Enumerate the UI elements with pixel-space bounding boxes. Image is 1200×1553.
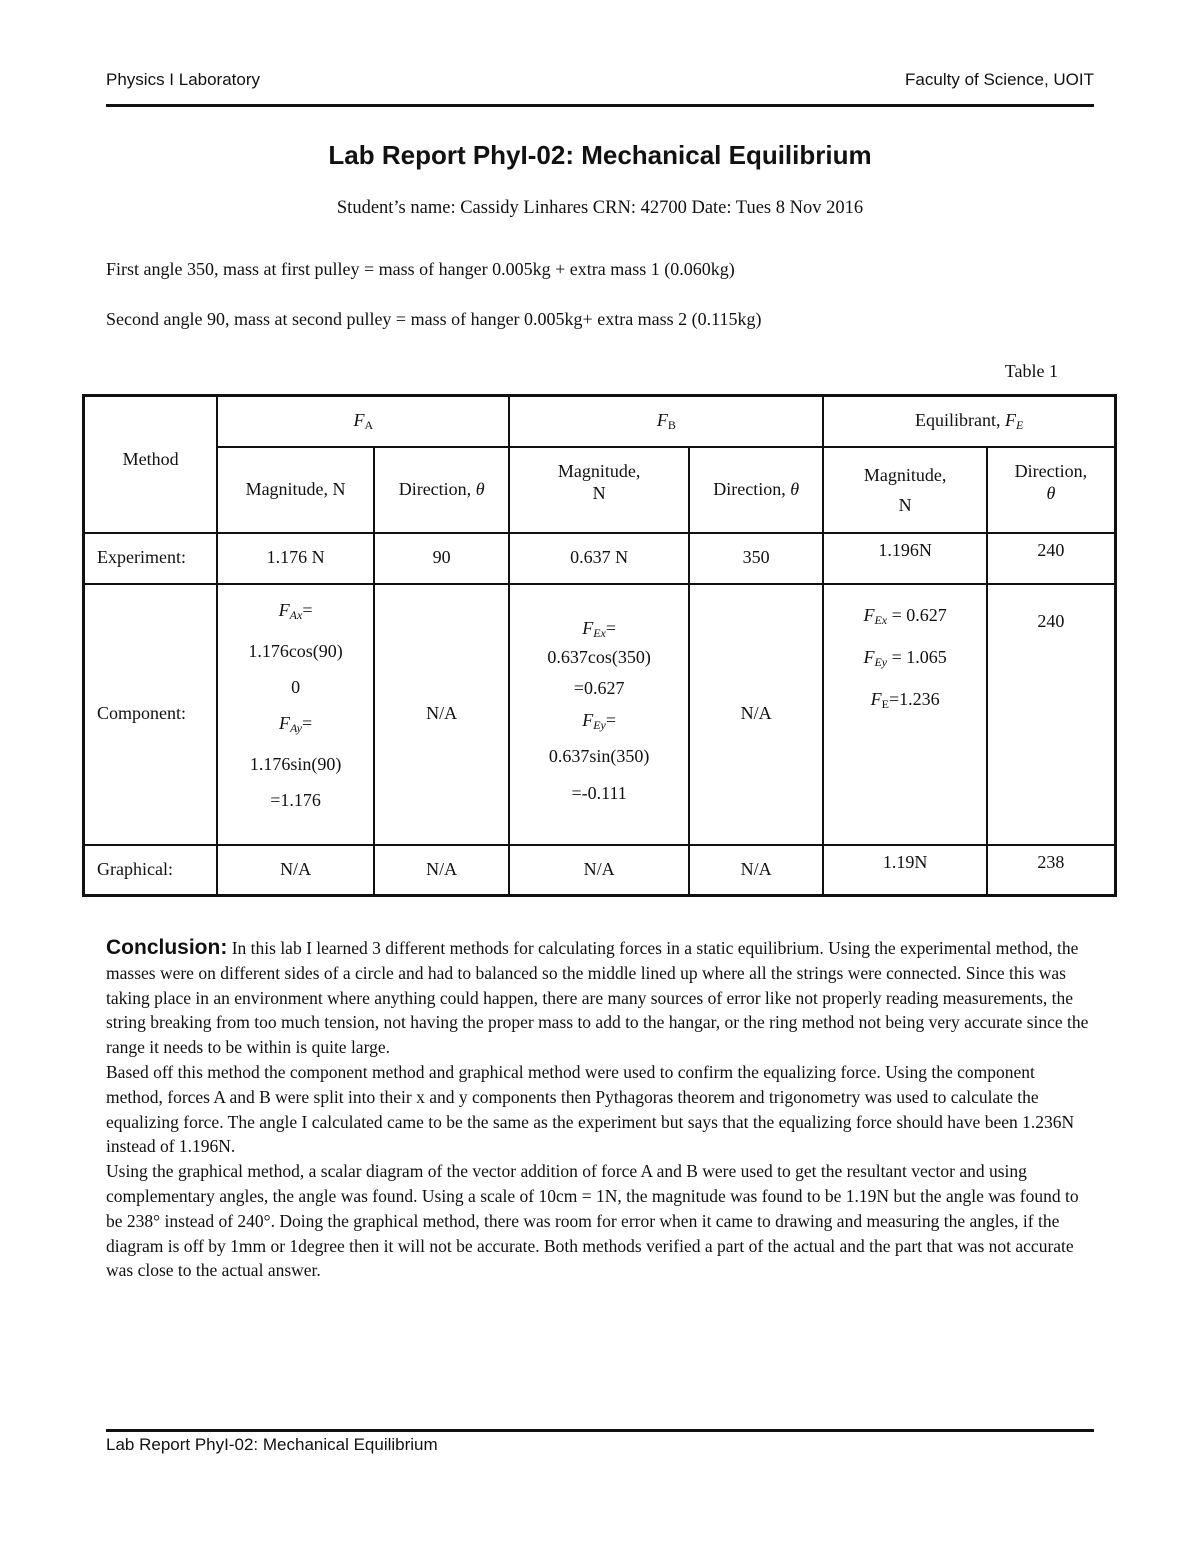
table-row-component — [84, 584, 1116, 845]
graphical-fe-magnitude: 1.19N — [823, 845, 986, 896]
conclusion-heading: Conclusion: — [106, 936, 228, 959]
experiment-fb-magnitude: 0.637 N — [509, 533, 688, 584]
fe-header: Equilibrant, $F_E$ — [823, 396, 1115, 447]
component-fe-magnitude: $F_{Ex} = 0.627$ $F_{Ey} = 1.065$ $F_E=1.236$ — [823, 584, 986, 845]
experiment-fb-direction: 350 — [689, 533, 824, 584]
header-rule — [106, 104, 1094, 107]
conclusion-paragraph-3: Using the graphical method, a scalar diagram of the vector addition of force A and B were used to get the resultant vector and using complementary angles, the angle was found. Using a scale of 10cm = 1N, the magnitude was found to be 1.19N but the angle was found to be 238° instead of 240°. Doing the graphical method, there was room for error when it came to drawing and measuring the angles, if the diagram is off by 1mm or 1degree then it will not be accurate. Both methods verified a part of the actual and the part that was not accurate was close to the actual answer. — [106, 1161, 1079, 1281]
graphical-fb-direction: N/A — [689, 845, 824, 896]
footer-rule — [106, 1429, 1094, 1432]
page-footer: Lab Report PhyI-02: Mechanical Equilibrium — [106, 1435, 438, 1454]
row-label-graphical: Graphical: — [84, 845, 218, 896]
intro-second-angle: Second angle 90, mass at second pulley = mass of hanger 0.005kg+ extra mass 2 (0.115kg) — [106, 309, 762, 329]
table-header-row-1 — [84, 396, 1116, 447]
graphical-fb-magnitude: N/A — [509, 845, 688, 896]
fb-magnitude-header: Magnitude, N — [509, 447, 688, 533]
fe-direction-header: Direction, θ — [987, 447, 1116, 533]
header-course: Physics I Laboratory — [106, 70, 261, 89]
component-fa-direction: N/A — [374, 584, 510, 845]
graphical-fa-direction: N/A — [374, 845, 510, 896]
component-fe-direction: 240 — [987, 584, 1116, 845]
row-label-component: Component: — [84, 584, 218, 845]
student-info: Student’s name: Cassidy Linhares CRN: 42700 Date: Tues 8 Nov 2016 — [336, 198, 864, 218]
table-header-row-2 — [84, 447, 1116, 533]
fe-magnitude-header: Magnitude, N — [823, 447, 986, 533]
table-caption: Table 1 — [1004, 361, 1058, 381]
method-header: Method — [84, 396, 218, 533]
fa-direction-header: Direction, θ — [374, 447, 510, 533]
page-header — [106, 70, 1094, 94]
fa-magnitude-header: Magnitude, N — [217, 447, 374, 533]
component-fb-magnitude: $F_{Ex}=$ 0.637cos(350) =0.627 $F_{Ey}=$ 0.637sin(350) =-0.111 — [509, 584, 688, 845]
row-label-experiment: Experiment: — [84, 533, 218, 584]
experiment-fe-magnitude: 1.196N — [823, 533, 986, 584]
conclusion-section — [106, 936, 1096, 1283]
component-fa-magnitude: $F_{Ax}=$ 1.176cos(90) 0 $F_{Ay}=$ 1.176sin(90) =1.176 — [217, 584, 374, 845]
header-faculty: Faculty of Science, UOIT — [905, 70, 1094, 89]
conclusion-paragraph-1: Conclusion: In this lab I learned 3 different methods for calculating forces in a static equilibrium. Using the experimental method, the masses were on different sides of a circle and had to balanced so the middle lined up where all the strings were connected. Since this was taking place in an environment where anything could happen, there are many sources of error like not properly reading measurements, the string breaking from too much tension, not having the proper mass to add to the hangar, or the ring method not being very accurate since the range it needs to be within is quite large. — [106, 936, 1089, 1058]
experiment-fa-direction: 90 — [374, 533, 510, 584]
graphical-fe-direction: 238 — [987, 845, 1116, 896]
component-fb-direction: N/A — [689, 584, 824, 845]
results-table — [82, 394, 1117, 897]
report-title: Lab Report PhyI-02: Mechanical Equilibrium — [328, 140, 872, 170]
fb-header: $F_B$ — [509, 396, 823, 447]
graphical-fa-magnitude: N/A — [217, 845, 374, 896]
experiment-fa-magnitude: 1.176 N — [217, 533, 374, 584]
fa-header: $F_A$ — [217, 396, 509, 447]
intro-first-angle: First angle 350, mass at first pulley = mass of hanger 0.005kg + extra mass 1 (0.060kg) — [106, 259, 735, 279]
table-row-experiment — [84, 533, 1116, 584]
table-row-graphical — [84, 845, 1116, 896]
conclusion-paragraph-2: Based off this method the component method and graphical method were used to confirm the equalizing force. Using the component method, forces A and B were split into their x and y components then Pythagoras theorem and trigonometry was used to calculate the equalizing force. The angle I calculated came to be the same as the experiment but says that the equalizing force should have been 1.236N instead of 1.196N. — [106, 1061, 1075, 1157]
fb-direction-header: Direction, θ — [689, 447, 824, 533]
experiment-fe-direction: 240 — [987, 533, 1116, 584]
